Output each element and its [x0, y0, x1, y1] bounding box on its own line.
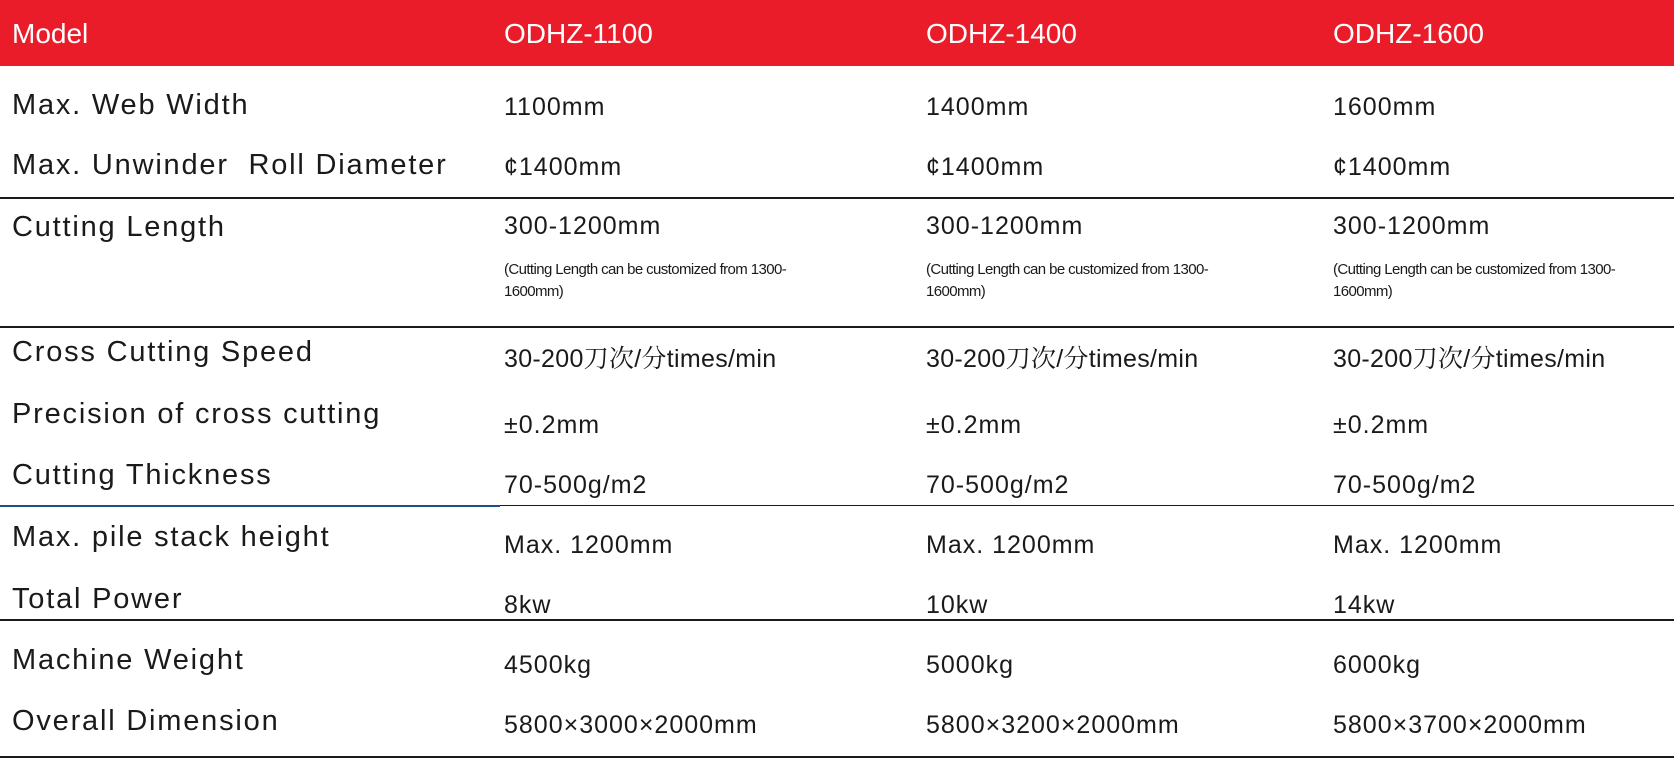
row-value: 30-200刀次/分times/min [1333, 345, 1606, 373]
row-value: 300-1200mm [926, 212, 1084, 240]
model-odhz-1400-header: ODHZ-1400 [926, 18, 1077, 49]
cutting-length-note: (Cutting Length can be customized from 1300-1600mm) [504, 261, 787, 300]
row-value: 14kw [1333, 591, 1396, 619]
row-value: Max. 1200mm [1333, 531, 1503, 559]
cutting-length-note: (Cutting Length can be customized from 1300-1600mm) [926, 261, 1209, 300]
row-label: Cutting Length [12, 211, 226, 243]
row-value: Max. 1200mm [926, 531, 1096, 559]
model-odhz-1100-header: ODHZ-1100 [504, 18, 653, 49]
row-value: 5800×3200×2000mm [926, 711, 1180, 739]
row-value: 1600mm [1333, 93, 1437, 121]
row-value: ¢1400mm [504, 153, 623, 181]
row-value: 70-500g/m2 [926, 471, 1070, 499]
row-value: ±0.2mm [926, 411, 1023, 439]
row-value: 8kw [504, 591, 552, 619]
row-value: 5800×3700×2000mm [1333, 711, 1587, 739]
row-value: 5800×3000×2000mm [504, 711, 758, 739]
row-value: 5000kg [926, 651, 1015, 679]
row-divider [0, 197, 1674, 199]
row-label: Cross Cutting Speed [12, 336, 314, 368]
row-value: ±0.2mm [1333, 411, 1430, 439]
row-divider [500, 505, 1674, 506]
row-value: ¢1400mm [926, 153, 1045, 181]
row-divider [0, 326, 1674, 328]
row-value: 70-500g/m2 [1333, 471, 1477, 499]
row-label: Machine Weight [12, 644, 245, 676]
spec-table-header [0, 0, 1674, 66]
row-value: 4500kg [504, 651, 593, 679]
row-divider [0, 619, 1674, 621]
row-value: 300-1200mm [504, 212, 662, 240]
row-value: 30-200刀次/分times/min [926, 345, 1199, 373]
model-header-label: Model [12, 18, 89, 49]
row-value: 30-200刀次/分times/min [504, 345, 777, 373]
row-label: Max. Unwinder Roll Diameter [12, 149, 448, 181]
row-value: 300-1200mm [1333, 212, 1491, 240]
row-value: Max. 1200mm [504, 531, 674, 559]
row-value: 1400mm [926, 93, 1030, 121]
row-value: ¢1400mm [1333, 153, 1452, 181]
cutting-length-note: (Cutting Length can be customized from 1300-1600mm) [1333, 261, 1616, 300]
row-label: Max. pile stack height [12, 521, 331, 553]
row-value: ±0.2mm [504, 411, 601, 439]
row-label: Precision of cross cutting [12, 398, 382, 430]
row-value: 70-500g/m2 [504, 471, 648, 499]
table-bottom-rule [0, 756, 1674, 758]
row-value: 10kw [926, 591, 989, 619]
row-label: Total Power [12, 583, 184, 615]
row-divider-accent [0, 505, 500, 507]
model-odhz-1600-header: ODHZ-1600 [1333, 18, 1484, 49]
row-value: 6000kg [1333, 651, 1422, 679]
row-label: Cutting Thickness [12, 459, 273, 491]
row-label: Max. Web Width [12, 89, 250, 121]
row-value: 1100mm [504, 93, 606, 121]
row-label: Overall Dimension [12, 705, 280, 737]
